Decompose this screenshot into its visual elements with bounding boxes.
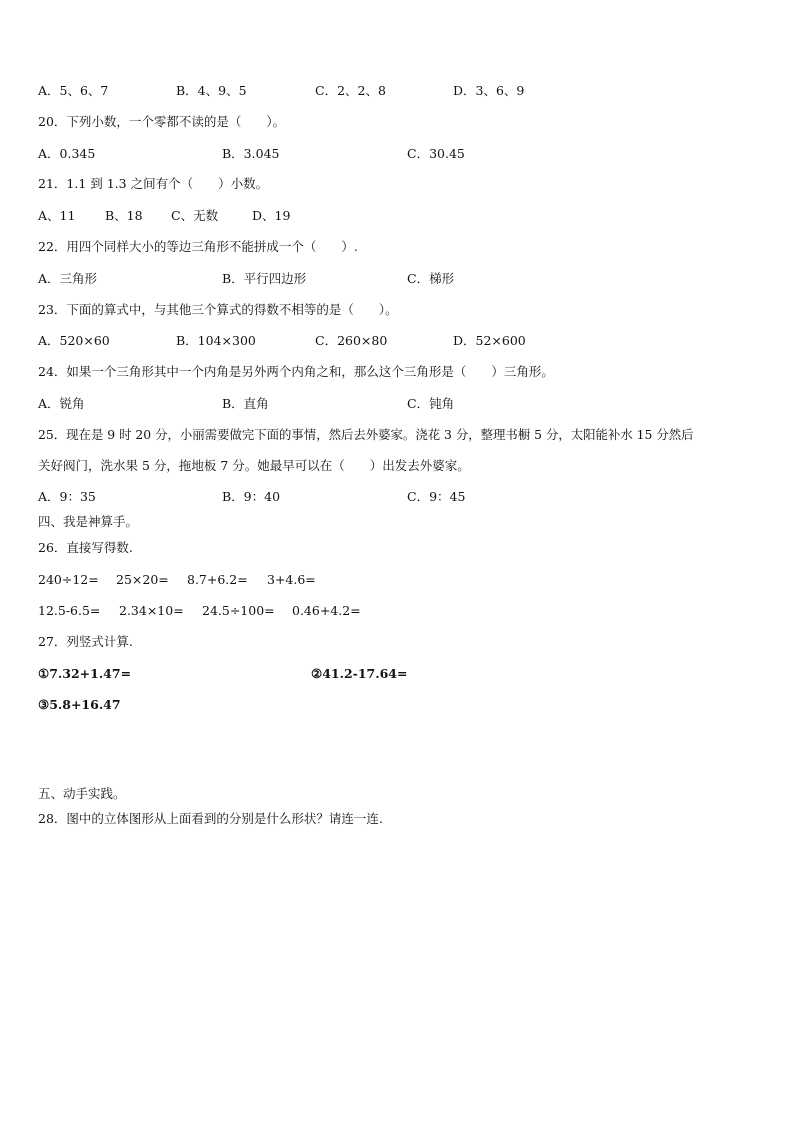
q26-expr: 0.46+4.2= [292, 603, 361, 618]
q19-option-a: A．5、6、7 [38, 83, 109, 98]
q27-problem-2: ②41.2-17.64= [311, 666, 408, 681]
q26-stem: 26．直接写得数. [38, 540, 133, 555]
q25-option-b: B．9：40 [222, 489, 281, 504]
q23-option-a: A．520×60 [38, 333, 110, 348]
q20-option-b: B．3.045 [222, 146, 280, 161]
q21-option-b: B、18 [105, 208, 143, 223]
q20-option-c: C．30.45 [407, 146, 465, 161]
q26-expr: 3+4.6= [267, 572, 316, 587]
q20-stem: 20．下列小数，一个零都不读的是（ ）。 [38, 114, 286, 129]
q24-option-b: B．直角 [222, 396, 269, 411]
section-5-heading: 五、动手实践。 [38, 786, 126, 801]
q23-option-d: D．52×600 [453, 333, 526, 348]
q22-option-c: C．梯形 [407, 271, 455, 286]
q25-option-a: A．9：35 [38, 489, 96, 504]
q26-expr: 12.5-6.5= [38, 603, 101, 618]
q21-stem: 21．1.1 到 1.3 之间有个（ ）小数。 [38, 176, 269, 191]
q25-stem-line1: 25．现在是 9 时 20 分，小丽需要做完下面的事情，然后去外婆家。浇花 3 分，整理书橱 5 分，太阳能补水 15 分然后 [38, 427, 694, 442]
q26-expr: 8.7+6.2= [187, 572, 248, 587]
q25-stem-line2: 关好阀门，洗水果 5 分，拖地板 7 分。她最早可以在（ ）出发去外婆家。 [38, 458, 470, 473]
q26-expr: 25×20= [116, 572, 169, 587]
q20-option-a: A．0.345 [38, 146, 96, 161]
q27-problem-1: ①7.32+1.47= [38, 666, 132, 681]
q19-option-c: C．2、2、8 [315, 83, 386, 98]
q25-option-c: C．9：45 [407, 489, 466, 504]
q22-option-b: B．平行四边形 [222, 271, 307, 286]
q24-option-a: A．锐角 [38, 396, 85, 411]
q23-stem: 23．下面的算式中，与其他三个算式的得数不相等的是（ ）。 [38, 302, 398, 317]
q19-option-d: D．3、6、9 [453, 83, 525, 98]
q21-option-d: D、19 [252, 208, 291, 223]
q24-stem: 24．如果一个三角形其中一个内角是另外两个内角之和，那么这个三角形是（ ）三角形。 [38, 364, 554, 379]
q26-expr: 24.5÷100= [202, 603, 275, 618]
section-4-heading: 四、我是神算手。 [38, 514, 139, 529]
q19-option-b: B．4、9、5 [176, 83, 247, 98]
q21-option-c: C、无数 [171, 208, 219, 223]
q22-option-a: A．三角形 [38, 271, 98, 286]
q21-option-a: A、11 [38, 208, 76, 223]
q23-option-c: C．260×80 [315, 333, 388, 348]
q27-stem: 27．列竖式计算. [38, 634, 133, 649]
q24-option-c: C．钝角 [407, 396, 455, 411]
q28-stem: 28．图中的立体图形从上面看到的分别是什么形状？请连一连. [38, 811, 383, 826]
q26-expr: 240÷12= [38, 572, 99, 587]
q27-problem-3: ③5.8+16.47 [38, 697, 121, 712]
q23-option-b: B．104×300 [176, 333, 256, 348]
q22-stem: 22．用四个同样大小的等边三角形不能拼成一个（ ）. [38, 239, 358, 254]
q26-expr: 2.34×10= [119, 603, 184, 618]
